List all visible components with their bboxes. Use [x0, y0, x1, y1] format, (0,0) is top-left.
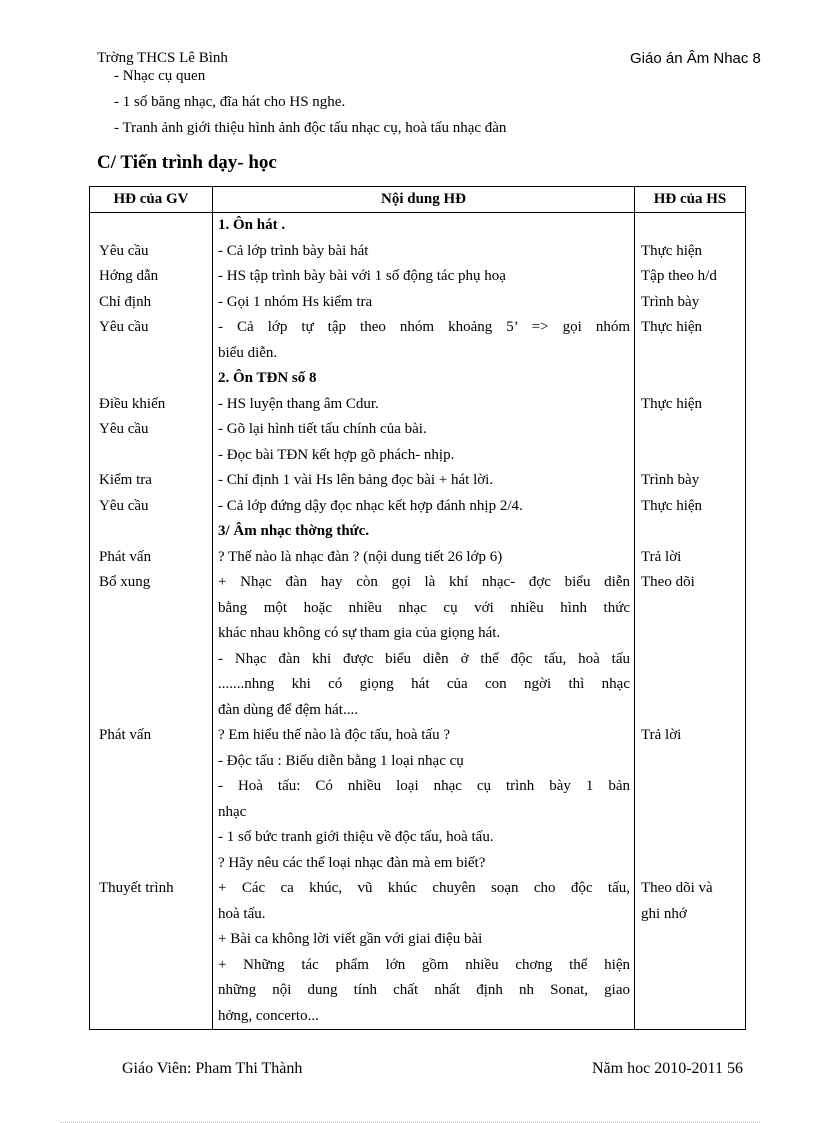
section-title: C/ Tiến trình dạy- học	[97, 152, 277, 173]
content-line: bằng một hoặc nhiều nhạc cụ với nhiều hình thức	[218, 599, 630, 616]
hs-cell	[635, 1004, 745, 1030]
gv-cell	[90, 953, 212, 979]
hs-cell: Thực hiện	[641, 497, 703, 514]
gv-cell	[90, 851, 212, 877]
hs-cell: Trả lời	[641, 727, 682, 743]
content-line: - 1 số bức tranh giới thiệu về độc tấu, hoà tấu.	[218, 829, 494, 845]
gv-cell: Bổ xung	[99, 574, 151, 590]
hs-cell	[635, 417, 745, 443]
gv-cell	[90, 825, 212, 851]
gv-cell: Yêu cầu	[99, 421, 149, 437]
teacher-activity-column	[90, 213, 213, 1030]
gv-cell	[90, 902, 212, 928]
gv-cell: Chỉ định	[99, 293, 152, 310]
gv-cell: Hớng dẫn	[99, 268, 159, 284]
gv-cell: Phát vấn	[99, 727, 152, 743]
hs-cell: Tập theo h/d	[641, 268, 717, 284]
gv-cell	[90, 1004, 212, 1030]
gv-cell	[90, 443, 212, 469]
subject-header: Giáo án Âm Nhac 8	[630, 50, 761, 67]
lesson-table	[89, 186, 746, 1030]
content-column	[213, 213, 635, 1030]
content-line: ? Hãy nêu các thể loại nhạc đàn mà em biết?	[218, 854, 486, 871]
hs-cell: Theo dõi	[641, 574, 695, 590]
hs-cell	[635, 366, 745, 392]
gv-cell: Thuyết trình	[99, 880, 174, 896]
hs-cell: Theo dõi và	[641, 880, 713, 896]
prep-item: - 1 số băng nhạc, đĩa hát cho HS nghe.	[114, 94, 346, 110]
hs-cell: ghi nhớ	[641, 905, 687, 922]
header-gv: HĐ của GV	[90, 187, 213, 213]
gv-cell	[90, 927, 212, 953]
content-line: - Nhạc đàn khi được biểu diễn ở thể độc tấu, hoà tấu	[218, 650, 630, 667]
content-line: - Gõ lại hình tiết tấu chính của bài.	[218, 421, 427, 437]
hs-cell	[635, 698, 745, 724]
gv-cell	[90, 341, 212, 367]
hs-cell	[635, 672, 745, 698]
hs-cell: Trình bày	[641, 472, 700, 488]
content-line: - HS luyện thang âm Cdur.	[218, 395, 379, 412]
header-content: Nội dung HĐ	[213, 187, 635, 213]
content-line: biểu diễn.	[218, 344, 278, 361]
content-line: 3/ Âm nhạc thờng thức.	[218, 523, 370, 539]
gv-cell	[90, 698, 212, 724]
hs-cell: Thực hiện	[641, 242, 703, 259]
content-line: - Chỉ định 1 vài Hs lên bảng đọc bài + hát lời.	[218, 472, 494, 488]
hs-cell	[635, 341, 745, 367]
content-line: - Cả lớp đứng dậy đọc nhạc kết hợp đánh nhịp 2/4.	[218, 497, 523, 514]
hs-cell	[635, 851, 745, 877]
content-line: - Độc tấu : Biểu diễn bằng 1 loại nhạc cụ	[218, 752, 464, 769]
content-line: những nội dung tính chất nhất định nh Sonat, giao	[218, 982, 630, 998]
gv-cell: Yêu cầu	[99, 497, 149, 514]
hs-cell	[635, 647, 745, 673]
hs-cell: Thực hiện	[641, 395, 703, 412]
gv-cell	[90, 519, 212, 545]
hs-cell	[635, 978, 745, 1004]
content-line: đàn dùng để đệm hát....	[218, 701, 358, 718]
content-line: hởng, concerto...	[218, 1007, 319, 1024]
hs-cell	[635, 800, 745, 826]
gv-cell	[90, 774, 212, 800]
hs-cell	[635, 621, 745, 647]
gv-cell	[90, 366, 212, 392]
content-line: - Đọc bài TĐN kết hợp gõ phách- nhịp.	[218, 446, 455, 463]
gv-cell	[90, 596, 212, 622]
hs-cell	[635, 927, 745, 953]
prep-item: - Tranh ảnh giới thiệu hình ảnh độc tấu nhạc cụ, hoà tấu nhạc đàn	[114, 120, 507, 136]
content-line: + Những tác phẩm lớn gồm nhiều chơng thể hiện	[218, 956, 630, 973]
content-line: 1. Ôn hát .	[218, 217, 286, 233]
content-line: khác nhau không có sự tham gia của giọng hát.	[218, 625, 501, 641]
teacher-footer: Giáo Viên: Pham Thi Thành	[122, 1060, 303, 1077]
gv-cell	[90, 672, 212, 698]
content-line: + Nhạc đàn hay còn gọi là khí nhạc- đợc biểu diễn	[218, 574, 630, 590]
gv-cell	[90, 749, 212, 775]
table-header-row	[90, 187, 746, 213]
gv-cell: Yêu cầu	[99, 319, 149, 335]
header-hs: HĐ của HS	[635, 187, 746, 213]
hs-cell: Trả lời	[641, 548, 682, 565]
hs-cell	[635, 213, 745, 239]
hs-cell	[635, 749, 745, 775]
content-line: - Cả lớp trình bày bài hát	[218, 242, 369, 259]
gv-cell	[90, 621, 212, 647]
content-line: ? Thế nào là nhạc đàn ? (nội dung tiết 26 lớp 6)	[218, 548, 503, 565]
hs-cell	[635, 953, 745, 979]
hs-cell	[635, 519, 745, 545]
content-line: hoà tấu.	[218, 905, 266, 922]
gv-cell: Yêu cầu	[99, 242, 149, 259]
content-line: - Hoà tấu: Có nhiều loại nhạc cụ trình bày 1 bản	[218, 778, 630, 794]
content-line: - HS tập trình bày bài với 1 số động tác phụ hoạ	[218, 268, 506, 284]
gv-cell: Phát vấn	[99, 548, 152, 565]
gv-cell: Điều khiển	[99, 395, 166, 412]
prep-item: - Nhạc cụ quen	[114, 68, 206, 84]
hs-cell	[635, 774, 745, 800]
hs-cell	[635, 443, 745, 469]
content-line: 2. Ôn TĐN số 8	[218, 370, 317, 386]
gv-cell	[90, 800, 212, 826]
hs-cell	[635, 825, 745, 851]
school-header: Trờng THCS Lê Bình	[97, 50, 228, 66]
content-line: + Bài ca không lời viết gần với giai điệu bài	[218, 931, 483, 947]
hs-cell: Trình bày	[641, 293, 700, 310]
content-line: nhạc	[218, 803, 247, 820]
content-line: - Cả lớp tự tập theo nhóm khoảng 5’ => gọi nhóm	[218, 319, 630, 335]
content-line: + Các ca khúc, vũ khúc chuyên soạn cho độc tấu,	[218, 880, 630, 896]
gv-cell: Kiểm tra	[99, 472, 152, 488]
table-body-row	[90, 213, 746, 1030]
gv-cell	[90, 647, 212, 673]
hs-cell	[635, 596, 745, 622]
content-line: ? Em hiểu thế nào là độc tấu, hoà tấu ?	[218, 727, 450, 743]
gv-cell	[90, 978, 212, 1004]
year-page-footer: Năm hoc 2010-2011 56	[592, 1060, 743, 1077]
gv-cell	[90, 213, 212, 239]
content-line: - Gọi 1 nhóm Hs kiểm tra	[218, 293, 373, 310]
student-activity-column	[635, 213, 746, 1030]
hs-cell: Thực hiện	[641, 319, 703, 335]
content-line: .......nhng khi có giọng hát của con ngời thì nhạc	[218, 676, 630, 692]
